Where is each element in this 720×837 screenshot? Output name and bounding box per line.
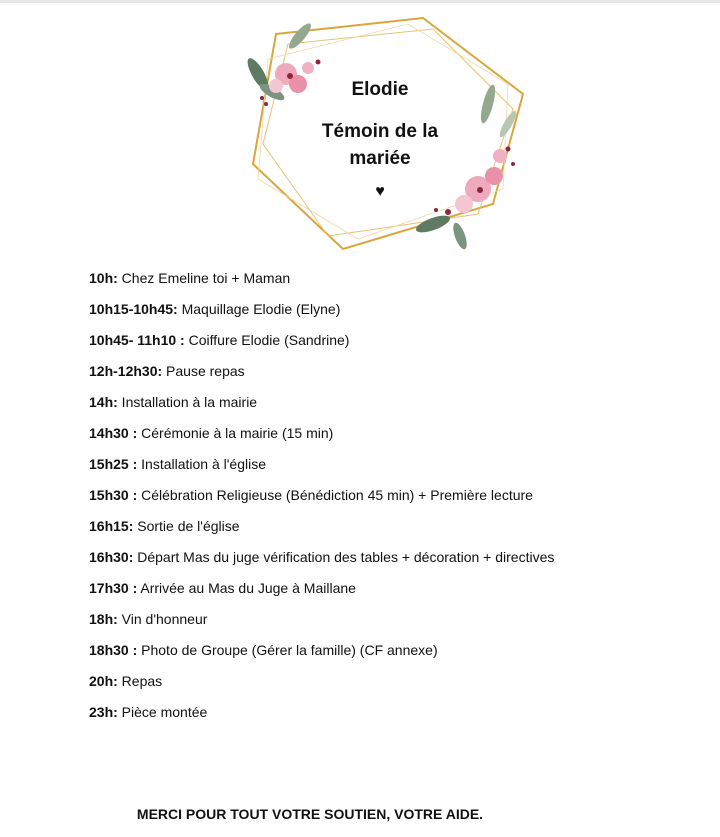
schedule-text: Cérémonie à la mairie (15 min) — [137, 425, 334, 441]
schedule-time: 17h30 : — [89, 580, 138, 596]
schedule-item — [89, 455, 554, 486]
schedule-text: Vin d'honneur — [117, 611, 208, 627]
schedule-time: 10h15-10h45: — [89, 301, 178, 317]
schedule-item — [89, 331, 554, 362]
schedule-text: Maquillage Elodie (Elyne) — [177, 301, 341, 317]
schedule-text: Chez Emeline toi + Maman — [117, 270, 291, 286]
schedule-list — [89, 269, 554, 734]
schedule-text: Pièce montée — [117, 704, 208, 720]
schedule-item — [89, 672, 554, 703]
schedule-item — [89, 393, 554, 424]
thank-you-message: MERCI POUR TOUT VOTRE SOUTIEN, VOTRE AIDE. — [136, 806, 484, 822]
schedule-text: Arrivée au Mas du Juge à Maillane — [137, 580, 356, 596]
schedule-text: Photo de Groupe (Gérer la famille) (CF annexe) — [137, 642, 438, 658]
schedule-item — [89, 548, 554, 579]
schedule-time: 20h: — [89, 673, 118, 689]
schedule-text: Pause repas — [162, 363, 245, 379]
schedule-time: 18h30 : — [89, 642, 138, 658]
schedule-text: Installation à l'église — [137, 456, 266, 472]
schedule-item — [89, 517, 554, 548]
schedule-text: Repas — [117, 673, 163, 689]
schedule-time: 16h30: — [89, 549, 134, 565]
schedule-item — [89, 641, 554, 672]
schedule-item — [89, 424, 554, 455]
schedule-text: Célébration Religieuse (Bénédiction 45 min) + Première lecture — [137, 487, 533, 503]
schedule-item — [89, 362, 554, 393]
schedule-time: 10h45- 11h10 : — [89, 332, 185, 348]
schedule-time: 14h30 : — [89, 425, 138, 441]
schedule-item — [89, 610, 554, 641]
schedule-item — [89, 579, 554, 610]
schedule-text: Départ Mas du juge vérification des tables + décoration + directives — [133, 549, 555, 565]
schedule-time: 16h15: — [89, 518, 134, 534]
schedule-item — [89, 300, 554, 331]
schedule-time: 10h: — [89, 270, 118, 286]
schedule-time: 23h: — [89, 704, 118, 720]
schedule-time: 15h30 : — [89, 487, 138, 503]
schedule-text: Coiffure Elodie (Sandrine) — [184, 332, 350, 348]
heart-icon: ♥ — [375, 183, 385, 200]
schedule-time: 12h-12h30: — [89, 363, 163, 379]
schedule-time: 14h: — [89, 394, 118, 410]
schedule-item — [89, 269, 554, 300]
schedule-time: 15h25 : — [89, 456, 138, 472]
schedule-text: Installation à la mairie — [117, 394, 258, 410]
bridesmaid-name: Elodie — [351, 79, 409, 100]
schedule-item — [89, 486, 554, 517]
schedule-item — [89, 703, 554, 734]
bridesmaid-role: Témoin de la mariée — [321, 121, 439, 169]
schedule-text: Sortie de l'église — [133, 518, 240, 534]
top-divider — [0, 0, 720, 3]
schedule-time: 18h: — [89, 611, 118, 627]
